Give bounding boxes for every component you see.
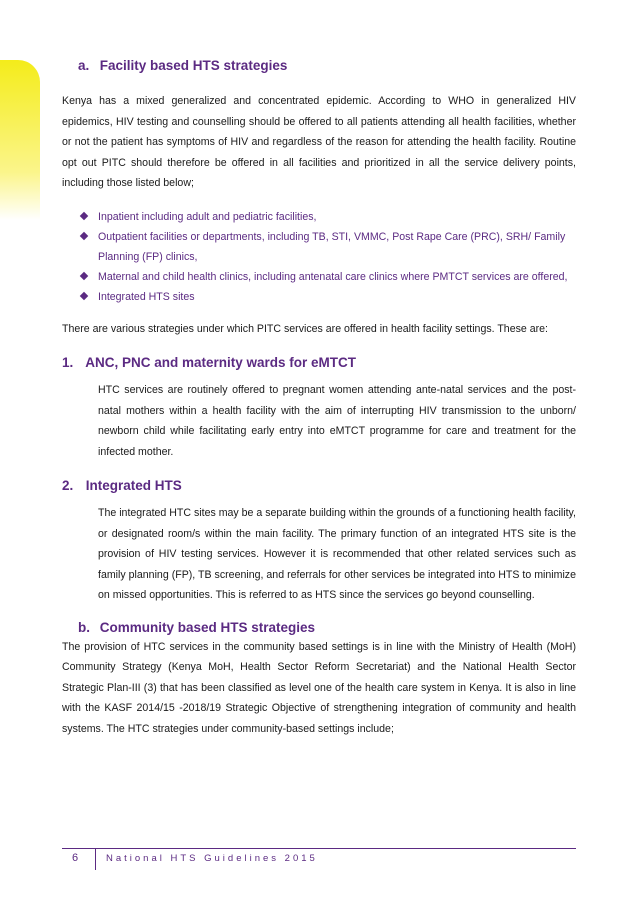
diamond-bullet-icon bbox=[80, 271, 88, 279]
section-a-heading bbox=[78, 58, 576, 73]
integrated-hts-paragraph: The integrated HTC sites may be a separate building within the grounds of a functioning health facility, or designated room/s within the main facility. The primary function of an integrated HTS site is the provision of HIV testing services. However it is recommended that other related services such as family planning (FP), TB screening, and referrals for other services be integrated into HTS to minimize on missed opportunities. This is referred to as HTS since the services go beyond counselling. bbox=[98, 507, 576, 601]
list-item-text: Maternal and child health clinics, including antenatal care clinics where PMTCT services are offered, bbox=[98, 270, 568, 283]
intro-paragraph: Kenya has a mixed generalized and concentrated epidemic. According to WHO in generalized HIV epidemics, HIV testing and counselling should be offered to all patients attending all health facilities, whether or not the patient has symptoms of HIV and regardless of the reason for attending the health facility. Routine opt out PITC should therefore be offered in all facilities and prioritized in all the service delivery points, including those listed below; bbox=[62, 95, 576, 189]
page-tab-marker bbox=[0, 60, 40, 220]
list-item-text: Inpatient including adult and pediatric facilities, bbox=[98, 210, 317, 223]
heading-title: ANC, PNC and maternity wards for eMTCT bbox=[85, 355, 357, 370]
heading-number: 1. bbox=[62, 355, 74, 370]
diamond-bullet-icon bbox=[80, 211, 88, 219]
section-b-letter: b. bbox=[78, 619, 90, 635]
page-number: 6 bbox=[71, 852, 79, 864]
footer-rule bbox=[62, 848, 576, 849]
list-item-text: Outpatient facilities or departments, including TB, STI, VMMC, Post Rape Care (PRC), SRH/ Family Planning (FP) clinics, bbox=[98, 230, 566, 263]
list-item bbox=[80, 267, 576, 287]
diamond-bullet-icon bbox=[80, 231, 88, 239]
section-a-letter: a. bbox=[78, 58, 90, 73]
heading-number: 2. bbox=[62, 478, 74, 493]
heading-anc-pnc bbox=[62, 355, 576, 370]
list-item bbox=[80, 287, 576, 307]
list-item bbox=[80, 227, 576, 267]
list-item-text: Integrated HTS sites bbox=[98, 290, 195, 303]
section-b-heading bbox=[78, 620, 576, 635]
list-item bbox=[80, 207, 576, 227]
community-paragraph: The provision of HTC services in the community based settings is in line with the Ministry of Health (MoH) Community Strategy (Kenya MoH, Health Sector Reform Secretariat) and the National Health Sector Strategic Plan-III (3) that has been classified as level one of the health care system in Kenya. It is also in line with the KASF 2014/15 -2018/19 Strategic Objective of strengthening integration of community and health systems. The HTC strategies under community-based settings include; bbox=[62, 640, 576, 735]
service-points-list bbox=[80, 207, 576, 307]
heading-integrated-hts bbox=[62, 478, 576, 493]
anc-pnc-paragraph: HTC services are routinely offered to pregnant women attending ante-natal services and the post-natal mothers within a health facility with the aim of interrupting HIV transmission to the unborn/ newborn child while facilitating early entry into eMTCT programme for care and treatment for the infected mother. bbox=[98, 384, 576, 458]
strategies-intro: There are various strategies under which PITC services are offered in health facility settings. These are: bbox=[62, 322, 548, 335]
section-a-title: Facility based HTS strategies bbox=[99, 58, 288, 73]
heading-title: Integrated HTS bbox=[85, 478, 182, 493]
diamond-bullet-icon bbox=[80, 291, 88, 299]
footer-title: National HTS Guidelines 2015 bbox=[106, 853, 318, 864]
footer-separator bbox=[95, 848, 96, 870]
section-b-title: Community based HTS strategies bbox=[99, 619, 316, 635]
page-content bbox=[62, 58, 576, 739]
